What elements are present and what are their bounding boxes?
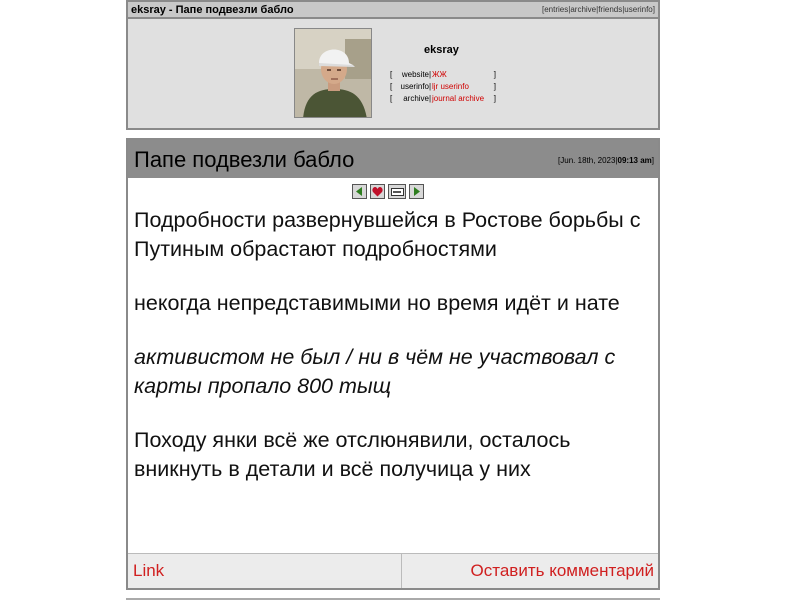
nav-friends[interactable]: friends	[598, 5, 623, 14]
info-label-archive: archive	[403, 94, 429, 103]
entry-header	[128, 140, 658, 178]
nav-archive[interactable]: archive	[570, 5, 597, 14]
entry-paragraph-3: активистом не был / ни в чём не участвовал с карты пропало 800 тыщ	[134, 345, 616, 398]
entry-date: [Jun. 18th, 2023|09:13 am]	[558, 156, 654, 165]
journal-entry	[126, 138, 660, 590]
entry-body	[134, 206, 654, 509]
entry-time: 09:13 am	[617, 156, 652, 165]
entry-footer	[128, 553, 658, 588]
entry-paragraph-1: Подробности развернувшейся в Ростове борьбы с Путиным обрастают подробностями	[134, 208, 641, 261]
info-label-website: website	[401, 70, 429, 79]
header-title: eksray - Папе подвезли бабло	[131, 3, 294, 16]
divider	[126, 598, 660, 600]
nav-links: [entries|archive|friends|userinfo]	[542, 5, 655, 14]
username: eksray	[424, 44, 459, 56]
archive-link[interactable]: journal archive	[432, 94, 485, 103]
info-row-userinfo: [ userinfo | ljr userinfo ]	[390, 82, 496, 91]
tag-icon[interactable]	[388, 184, 406, 199]
entry-paragraph-4: Походу янки всё же отслюнявили, осталось вникнуть в детали и всё получица у них	[134, 428, 571, 481]
nav-entries[interactable]: entries	[544, 5, 569, 14]
avatar-image	[295, 29, 372, 118]
info-row-website: [ website | ЖЖ ]	[390, 70, 496, 79]
nav-userinfo[interactable]: userinfo	[624, 5, 653, 14]
entry-paragraph-2: некогда непредставимыми но время идёт и нате	[134, 291, 620, 315]
permalink-link[interactable]: Link	[128, 554, 402, 588]
leave-comment-link[interactable]: Оставить комментарий	[470, 561, 654, 580]
info-label-userinfo: userinfo	[400, 82, 429, 91]
next-arrow-icon[interactable]	[409, 184, 424, 199]
header-bar	[128, 2, 658, 19]
entry-toolbar	[352, 184, 424, 199]
entry-title: Папе подвезли бабло	[134, 147, 355, 172]
website-link[interactable]: ЖЖ	[432, 70, 447, 79]
user-info-links	[390, 69, 496, 105]
avatar[interactable]	[294, 28, 372, 118]
entry-date-text: Jun. 18th, 2023	[560, 156, 616, 165]
prev-arrow-icon[interactable]	[352, 184, 367, 199]
journal-header	[126, 0, 660, 130]
info-row-archive: [ archive | journal archive ]	[390, 94, 496, 103]
heart-icon[interactable]	[370, 184, 385, 199]
userinfo-link[interactable]: ljr userinfo	[432, 82, 469, 91]
